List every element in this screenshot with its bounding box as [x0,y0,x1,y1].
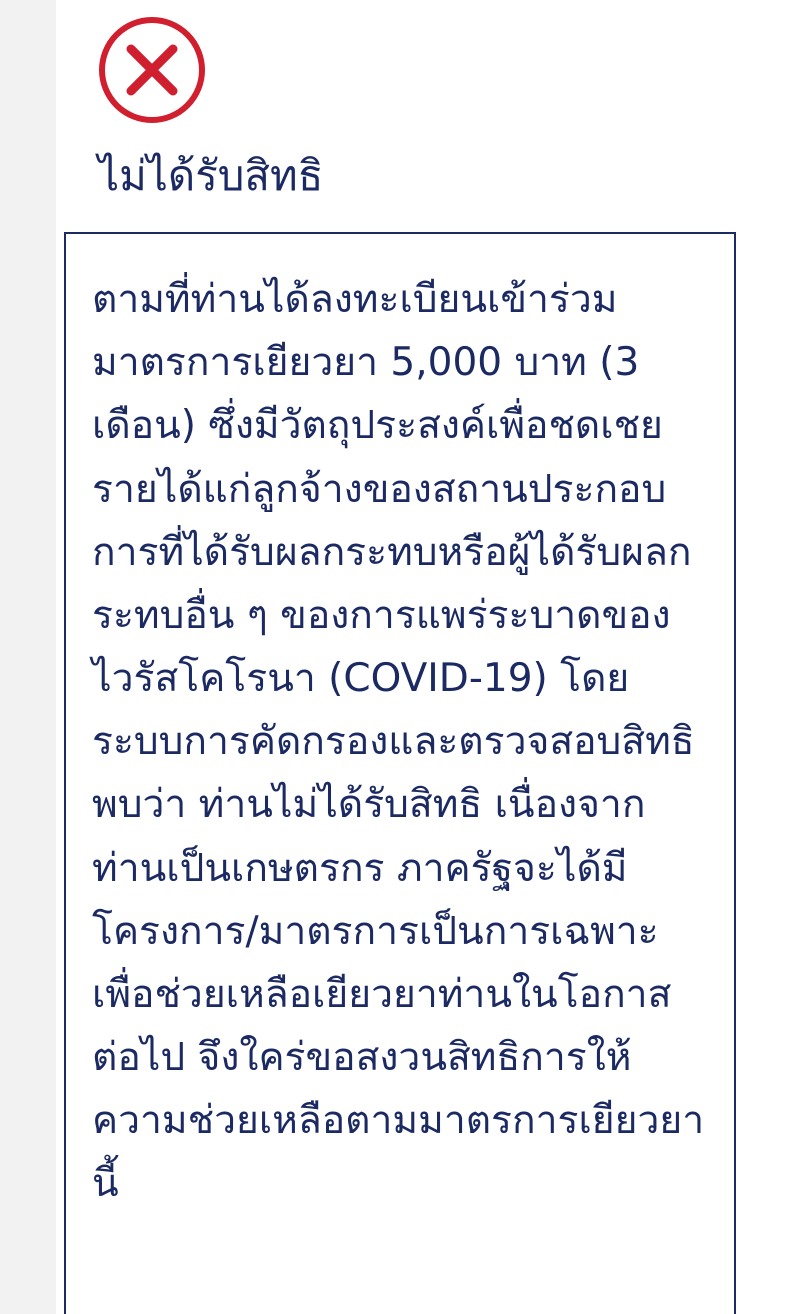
left-gutter [0,0,56,1314]
status-block [56,0,800,203]
page-content [56,0,800,1314]
status-title: ไม่ได้รับสิทธิ [98,151,324,200]
message-card [64,232,736,1314]
x-circle-icon [96,14,208,126]
message-body: ตามที่ท่านได้ลงทะเบียนเข้าร่วมมาตรการเยียวยา 5,000 บาท (3 เดือน) ซึ่งมีวัตถุประสงค์เพื่อชดเชยรายได้แก่ลูกจ้างของสถานประกอบการที่ได้รับผลกระทบหรือผู้ได้รับผลกระทบอื่น ๆ ของการแพร่ระบาดของไวรัสโคโรนา (COVID-19) โดยระบบการคัดกรองและตรวจสอบสิทธิ พบว่า ท่านไม่ได้รับสิทธิ เนื่องจาก ท่านเป็นเกษตรกร ภาครัฐจะได้มีโครงการ/มาตรการเป็นการเฉพาะเพื่อช่วยเหลือเยียวยาท่านในโอกาสต่อไป จึงใคร่ขอสงวนสิทธิการให้ความช่วยเหลือตามมาตรการเยียวยานี้ [92,277,708,1207]
